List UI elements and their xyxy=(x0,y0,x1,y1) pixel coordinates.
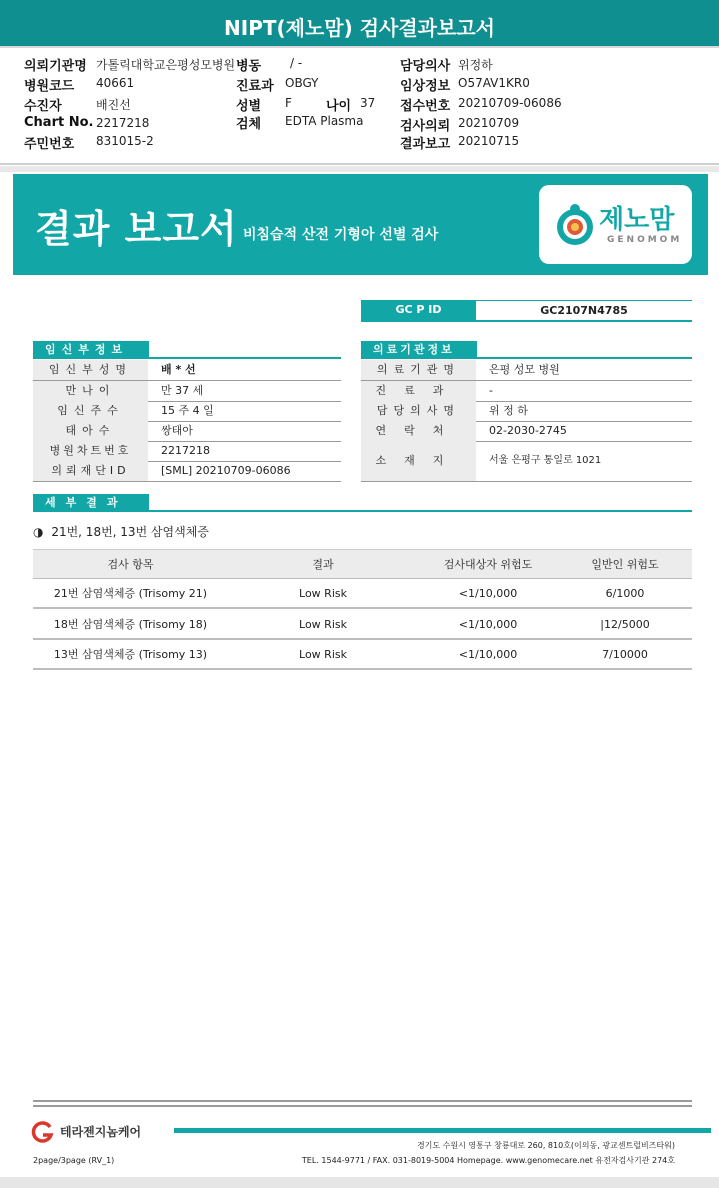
gcpid-underline xyxy=(361,320,692,322)
gcpid-value: GC2107N4785 xyxy=(476,300,692,320)
institution-row-key: 의료기관명 xyxy=(361,360,476,380)
pregnant-row-key: 태아수 xyxy=(33,421,148,441)
institution-row-key: 소재지 xyxy=(361,441,476,481)
table-row xyxy=(33,640,692,670)
cell-general-risk: |12/5000 xyxy=(600,618,650,631)
pregnant-row-value: 2217218 xyxy=(161,444,210,457)
detail-subhead-text: 21번, 18번, 13번 삼염색체증 xyxy=(51,525,209,539)
age-label: 나이 xyxy=(326,99,352,114)
company-logo-icon xyxy=(30,1121,54,1143)
cell-subject-risk: <1/10,000 xyxy=(458,618,518,631)
detail-subhead xyxy=(33,523,209,540)
detail-section-title: 세부결과 xyxy=(33,494,149,512)
cell-item: 21번 삼염색체증 (Trisomy 21) xyxy=(53,587,208,600)
institution-row-value: 02-2030-2745 xyxy=(489,424,567,437)
pregnant-row-value: [SML] 20210709-06086 xyxy=(161,464,291,477)
rrn-label: 주민번호 xyxy=(24,137,75,152)
institution-row-address xyxy=(361,441,692,481)
institution-row-doctor xyxy=(361,401,692,421)
genomom-logo xyxy=(539,185,692,264)
specimen-label: 검체 xyxy=(236,117,262,132)
institution-row-key: 연락처 xyxy=(361,421,476,441)
pregnant-row-weeks xyxy=(33,401,341,421)
logo-korean-text: 제노맘 xyxy=(599,205,675,235)
pregnant-row-key: 임신부성명 xyxy=(33,360,148,380)
report-date-value: 20210715 xyxy=(458,134,520,148)
col-header-item: 검사 항목 xyxy=(107,558,154,571)
ward-value: / - xyxy=(290,56,303,70)
pregnant-row-age xyxy=(33,381,341,401)
header-divider xyxy=(0,163,719,165)
receipt-label: 접수번호 xyxy=(400,99,451,114)
age-value: 37 xyxy=(360,96,376,110)
institution-label: 의뢰기관명 xyxy=(24,59,87,74)
institution-section-line xyxy=(361,357,692,359)
col-header-result: 결과 xyxy=(312,558,334,571)
row-divider xyxy=(33,481,341,482)
col-header-general-risk: 일반인 위험도 xyxy=(591,558,659,571)
cell-item: 18번 삼염색체증 (Trisomy 18) xyxy=(53,618,208,631)
pregnant-row-value: 15 주 4 일 xyxy=(161,404,214,417)
pregnant-row-value: 쌍태아 xyxy=(161,424,193,437)
dept-value: OBGY xyxy=(285,76,319,90)
request-value: 20210709 xyxy=(458,116,520,130)
col-header-subject-risk: 검사대상자 위험도 xyxy=(443,558,533,571)
cell-result: Low Risk xyxy=(299,587,347,600)
pregnant-row-key: 병원차트번호 xyxy=(33,441,148,461)
pregnant-row-value: 배 * 선 xyxy=(161,363,196,376)
pregnant-row-key: 의뢰재단ID xyxy=(33,461,148,481)
pregnant-row-key: 임신주수 xyxy=(33,401,148,421)
cell-result: Low Risk xyxy=(299,618,347,631)
dept-label: 진료과 xyxy=(236,79,274,94)
report-title-bar xyxy=(0,0,719,48)
institution-row-value: - xyxy=(489,384,493,397)
detail-section-line xyxy=(33,510,692,512)
report-date-label: 결과보고 xyxy=(400,137,451,152)
footer-address: 경기도 수원시 영통구 창룡대로 260, 810호(이의동, 광교센트럴비즈타워) xyxy=(416,1141,675,1150)
institution-row-value: 위 정 하 xyxy=(489,404,528,417)
receipt-value: 20210709-06086 xyxy=(458,96,562,110)
cell-result: Low Risk xyxy=(299,648,347,661)
sex-value: F xyxy=(285,96,292,110)
cell-general-risk: 7/10000 xyxy=(602,648,648,661)
footer-divider xyxy=(33,1100,692,1102)
institution-row-contact xyxy=(361,421,692,441)
institution-row-value: 은평 성모 병원 xyxy=(489,363,560,376)
pregnant-section-line xyxy=(33,357,341,359)
cell-item: 13번 삼염색체증 (Trisomy 13) xyxy=(53,648,208,661)
logo-english-text: GENOMOM xyxy=(607,235,683,245)
rrn-value: 831015-2 xyxy=(96,134,154,148)
institution-section-title: 의료기관정보 xyxy=(361,341,477,359)
doctor-value: 위정하 xyxy=(458,58,493,72)
institution-row-key: 담당의사명 xyxy=(361,401,476,421)
chart-label: Chart No. xyxy=(24,115,94,130)
footer-contact: TEL. 1544-9771 / FAX. 031-8019-5004 Homepage. www.genomecare.net 유전자검사기관 274호 xyxy=(301,1156,675,1165)
hospital-code-label: 병원코드 xyxy=(24,79,75,94)
report-title: NIPT(제노맘) 검사결과보고서 xyxy=(224,16,495,40)
request-label: 검사의뢰 xyxy=(400,119,451,134)
cell-subject-risk: <1/10,000 xyxy=(458,648,518,661)
header-divider-shadow xyxy=(0,166,719,172)
page-number: 2page/3page (RV_1) xyxy=(33,1156,115,1165)
pregnant-row-chart xyxy=(33,441,341,461)
pregnant-section-title: 임신부정보 xyxy=(33,341,149,359)
gcpid-label: GC P ID xyxy=(361,300,476,320)
receiver-value: 배진선 xyxy=(96,98,131,112)
doctor-label: 담당의사 xyxy=(400,59,451,74)
results-table-header xyxy=(33,549,692,579)
result-banner xyxy=(13,174,708,275)
ward-label: 병동 xyxy=(236,59,262,74)
table-row xyxy=(33,579,692,609)
hospital-code-value: 40661 xyxy=(96,76,135,90)
clinical-value: O57AV1KR0 xyxy=(458,76,530,90)
receiver-label: 수진자 xyxy=(24,99,62,114)
table-row xyxy=(33,610,692,640)
company-name: 테라젠지놈케어 xyxy=(60,1125,142,1139)
banner-title: 결과 보고서 xyxy=(35,207,238,251)
pregnant-row-fetus xyxy=(33,421,341,441)
institution-value: 가톨릭대학교은평성모병원 xyxy=(96,58,236,72)
pregnant-row-foundation-id xyxy=(33,461,341,481)
genomom-logo-icon xyxy=(553,203,597,247)
footer-accent-bar xyxy=(174,1128,711,1133)
sex-label: 성별 xyxy=(236,99,262,114)
patient-header xyxy=(0,48,719,164)
institution-row-name xyxy=(361,360,692,380)
institution-row-dept xyxy=(361,381,692,401)
cell-subject-risk: <1/10,000 xyxy=(458,587,518,600)
row-divider xyxy=(361,481,692,482)
specimen-value: EDTA Plasma xyxy=(285,114,364,128)
institution-row-value: 서울 은평구 통일로 1021 xyxy=(489,455,602,466)
pregnant-row-key: 만나이 xyxy=(33,381,148,401)
cell-general-risk: 6/1000 xyxy=(605,587,645,600)
pregnant-row-value: 만 37 세 xyxy=(161,384,204,397)
pregnant-row-name xyxy=(33,360,341,380)
chart-value: 2217218 xyxy=(96,116,150,130)
footer-divider xyxy=(33,1105,692,1107)
institution-row-key: 진료과 xyxy=(361,381,476,401)
footer-bottom-strip xyxy=(0,1177,719,1188)
banner-subtitle: 비침습적 산전 기형아 선별 검사 xyxy=(243,227,439,243)
half-circle-icon: ◑ xyxy=(33,525,44,539)
clinical-label: 임상정보 xyxy=(400,79,451,94)
